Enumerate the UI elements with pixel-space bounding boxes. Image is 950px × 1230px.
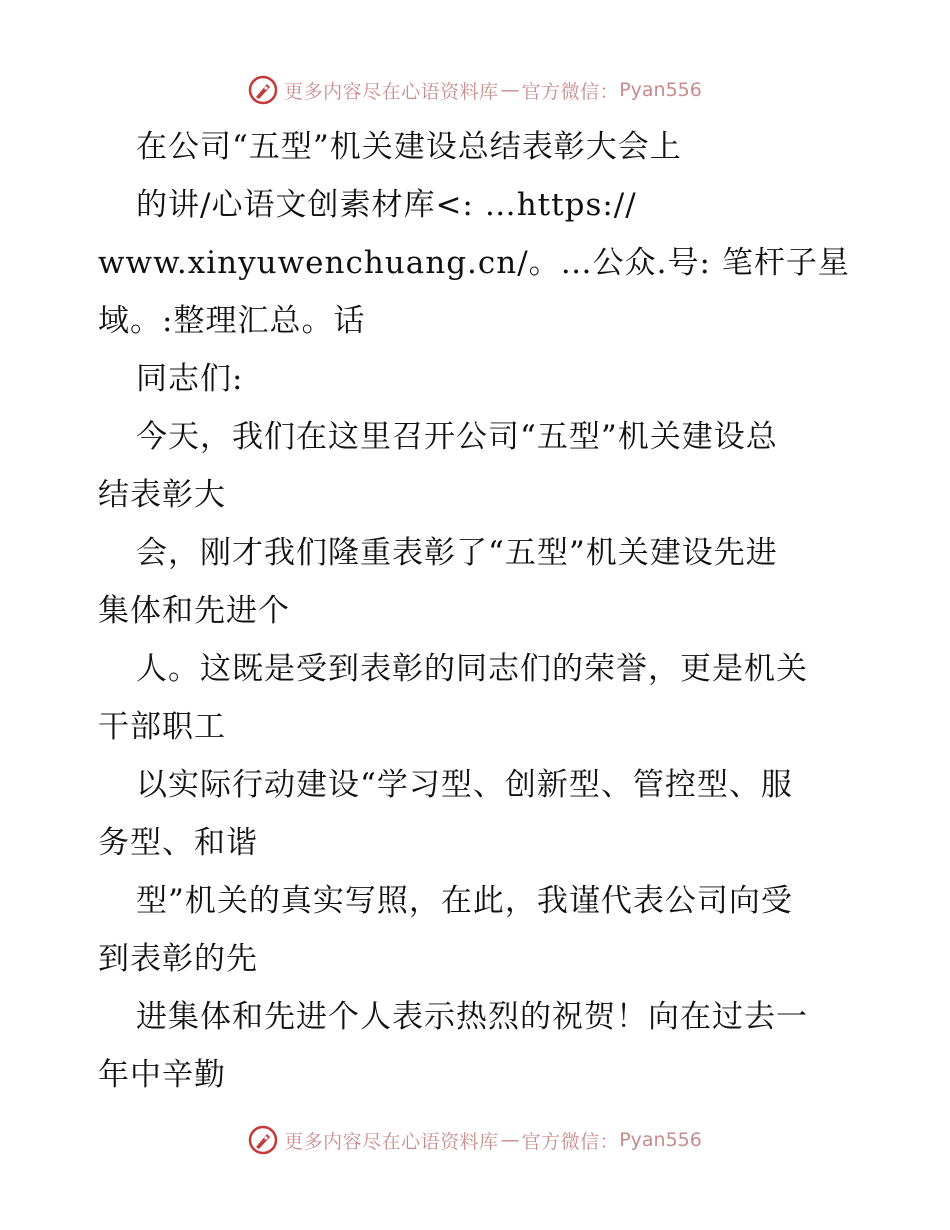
text-line: www.xinyuwenchuang.cn/。…公众.号: 笔杆子星 — [98, 245, 850, 281]
text-line: 年中辛勤 — [98, 1057, 226, 1093]
text-line: 以实际行动建设“学习型、创新型、管控型、服 — [136, 767, 793, 803]
text-line: 到表彰的先 — [98, 941, 258, 977]
watermark-brand: 更多内容尽在心语资料库 — [284, 80, 499, 103]
watermark-wechat-id: Pyan556 — [619, 1129, 702, 1151]
pen-nib-logo-icon — [248, 75, 278, 105]
watermark-wechat-id: Pyan556 — [619, 79, 702, 101]
watermark-wechat-label: 官方微信： — [521, 1130, 620, 1153]
watermark-wechat-label: 官方微信： — [521, 80, 620, 103]
header-watermark — [0, 70, 950, 110]
text-line: 干部职工 — [98, 709, 226, 745]
text-line: 型”机关的真实写照，在此，我谨代表公司向受 — [136, 883, 793, 919]
text-line: 同志们: — [136, 361, 244, 397]
text-line: 进集体和先进个人表示热烈的祝贺！向在过去一 — [136, 999, 808, 1035]
footer-watermark — [0, 1120, 950, 1160]
text-line: 集体和先进个 — [98, 593, 290, 629]
watermark-brand: 更多内容尽在心语资料库 — [284, 1130, 499, 1153]
document-body — [98, 118, 858, 1104]
text-line: 会，刚才我们隆重表彰了“五型”机关建设先进 — [136, 535, 778, 571]
text-line: 人。这既是受到表彰的同志们的荣誉，更是机关 — [136, 651, 808, 687]
text-line: 的讲/心语文创素材库<: …https:// — [136, 187, 637, 223]
text-line: 今天，我们在这里召开公司“五型”机关建设总 — [136, 419, 778, 455]
text-line: 务型、和谐 — [98, 825, 258, 861]
text-line: 在公司“五型”机关建设总结表彰大会上 — [136, 129, 682, 165]
watermark-separator: — — [500, 79, 520, 101]
pen-nib-logo-icon — [248, 1125, 278, 1155]
text-line: 域。:整理汇总。话 — [98, 303, 366, 339]
watermark-separator: — — [500, 1129, 520, 1151]
text-line: 结表彰大 — [98, 477, 226, 513]
